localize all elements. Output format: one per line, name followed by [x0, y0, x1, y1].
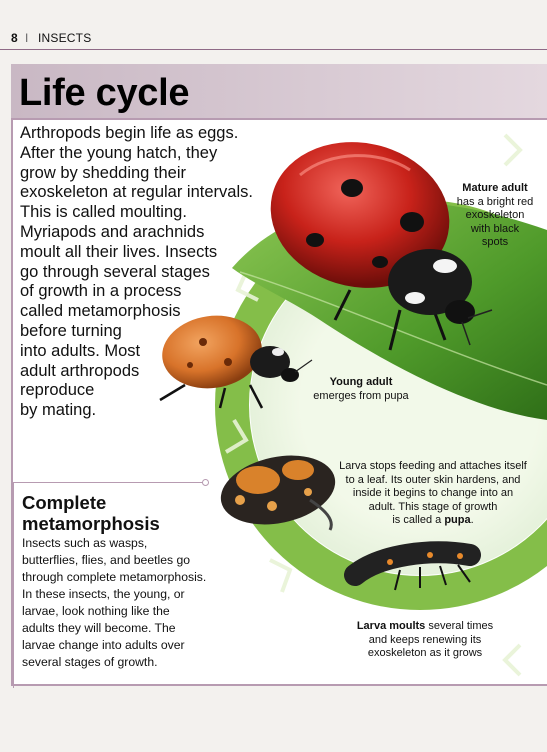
- caption-bold: Mature adult: [462, 182, 528, 194]
- caption-line: [350, 620, 500, 634]
- text-line: Insects such as wasps,: [22, 536, 148, 550]
- caption-text: .: [470, 514, 474, 526]
- intro-line: of growth in a process: [20, 282, 182, 301]
- caption-line: Larva stops feeding and attaches itself: [339, 460, 527, 472]
- text-line: adults they will become. The: [22, 621, 176, 635]
- page-margin: [0, 688, 547, 752]
- intro-line: grow by shedding their: [20, 163, 187, 182]
- text-line: several stages of growth.: [22, 655, 158, 669]
- caption-line: [335, 514, 531, 528]
- caption-line: spots: [481, 236, 509, 248]
- caption-line: with black: [470, 222, 520, 235]
- section-divider: [13, 482, 205, 483]
- complete-metamorphosis-text: [22, 535, 222, 671]
- caption-bold: pupa: [444, 514, 471, 526]
- text-line: In these insects, the young, or: [22, 587, 185, 601]
- divider-dot: [202, 479, 209, 486]
- intro-line: Myriapods and arachnids: [20, 222, 205, 241]
- subtitle-line: Complete: [22, 492, 107, 513]
- intro-line: Arthropods begin life as eggs.: [20, 124, 239, 142]
- caption-line: has a bright red: [456, 195, 534, 208]
- intro-line: After the young hatch, they: [20, 143, 218, 162]
- text-line: butterflies, flies, and beetles go: [22, 553, 191, 567]
- intro-line: moult all their lives. Insects: [20, 242, 218, 261]
- text-line: larvae change into adults over: [22, 638, 185, 652]
- subtitle-line: metamorphosis: [22, 513, 160, 534]
- caption-line: exoskeleton as it grows: [367, 647, 483, 659]
- page-number: 8: [11, 31, 18, 45]
- intro-line: into adults. Most: [20, 341, 141, 360]
- page-title: Life cycle: [19, 72, 190, 114]
- caption-line: adult. This stage of growth: [368, 500, 498, 513]
- complete-metamorphosis-title: [22, 492, 222, 534]
- intro-line: This is called moulting.: [20, 203, 187, 222]
- caption-line: and keeps renewing its: [368, 633, 482, 646]
- intro-line: adult arthropods: [20, 361, 140, 380]
- intro-line: before turning: [20, 321, 122, 340]
- intro-paragraph: [20, 124, 270, 421]
- caption-mature-adult: [446, 182, 544, 250]
- caption-text: several times: [425, 620, 494, 632]
- intro-line: exoskeleton at regular intervals.: [20, 183, 253, 202]
- caption-line: exoskeleton: [465, 209, 525, 221]
- text-line: larvae, look nothing like the: [22, 604, 170, 618]
- section-name: INSECTS: [38, 31, 92, 45]
- intro-line: go through several stages: [20, 262, 210, 281]
- text-line: through complete metamorphosis.: [22, 570, 207, 584]
- caption-line: inside it begins to change into an: [352, 487, 514, 499]
- section-divider-vertical: [13, 482, 14, 688]
- caption-bold: Larva moults: [356, 620, 426, 632]
- caption-larva: [350, 620, 500, 661]
- caption-bold: Young adult: [329, 376, 393, 388]
- caption-text: is called a: [392, 514, 445, 526]
- caption-line: to a leaf. Its outer skin hardens, and: [345, 473, 521, 486]
- intro-line: called metamorphosis: [20, 302, 181, 321]
- caption-line: emerges from pupa: [313, 389, 409, 402]
- intro-line: by mating.: [20, 401, 97, 420]
- caption-pupa: [335, 460, 531, 528]
- intro-line: reproduce: [20, 381, 95, 400]
- caption-young-adult: [305, 376, 417, 403]
- header-separator: I: [25, 31, 29, 45]
